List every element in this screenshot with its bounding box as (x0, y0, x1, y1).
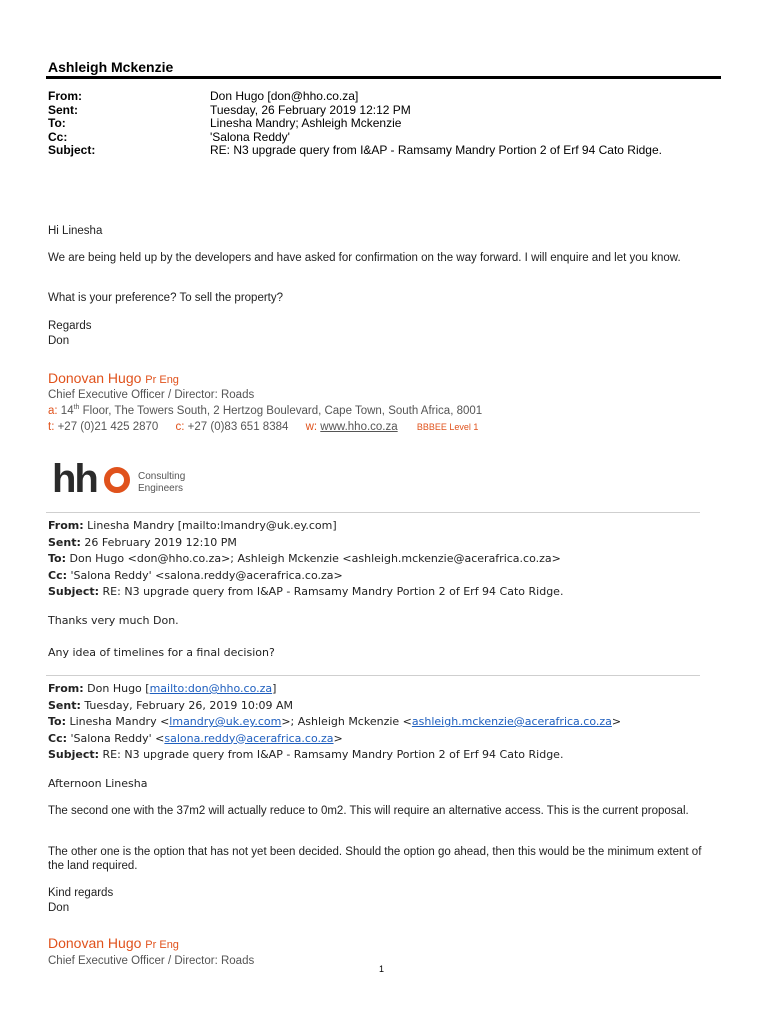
q1-subject-key: Subject: (48, 585, 100, 598)
address-label: a: (48, 404, 58, 417)
q1-body: Any idea of timelines for a final decision? (48, 646, 275, 659)
q2-cc-link[interactable]: salona.reddy@acerafrica.co.za (164, 731, 334, 745)
q2-to-key: To: (48, 715, 66, 728)
body-paragraph: The other one is the option that has not yet been decided. Should the option go ahead, then this would be the minimum extent of the land required. (48, 846, 702, 872)
q1-cc-key: Cc: (48, 568, 67, 582)
q2-to-mid: >; Ashleigh Mckenzie < (281, 715, 412, 728)
q1-from-value: Linesha Mandry [mailto:lmandry@uk.ey.com] (83, 519, 337, 532)
q2-subject-key: Subject: (48, 748, 100, 761)
quoted-header-2 (48, 681, 621, 764)
q1-to-value: Don Hugo <don@hho.co.za>; Ashleigh Mckenzie <ashleigh.mckenzie@acerafrica.co.za> (66, 552, 561, 565)
cell-number: +27 (0)83 651 8384 (187, 421, 289, 433)
logo-line2: Engineers (138, 483, 184, 494)
q1-sent-key: Sent: (48, 535, 81, 549)
q1-cc-value: 'Salona Reddy' <salona.reddy@acerafrica.co.za> (67, 568, 343, 582)
tel-number: +27 (0)21 425 2870 (57, 421, 159, 433)
quote-separator (46, 512, 700, 513)
q2-cc-key: Cc: (48, 731, 67, 745)
closing: Regards (48, 320, 92, 332)
sent-key: Sent: (48, 102, 78, 117)
sign-off: Don (48, 902, 70, 914)
to-value: Linesha Mandry; Ashleigh Mckenzie (210, 116, 402, 130)
q2-to-tail: > (611, 715, 622, 728)
cc-key: Cc: (48, 129, 68, 144)
body-paragraph: We are being held up by the developers and have asked for confirmation on the way forward. I will enquire and let you know. (48, 252, 681, 264)
greeting: Hi Linesha (48, 225, 103, 237)
signature-suffix: Pr Eng (145, 939, 179, 951)
q2-to-link[interactable]: ashleigh.mckenzie@acerafrica.co.za (411, 715, 612, 728)
address-sup: th (73, 404, 80, 411)
body-paragraph: What is your preference? To sell the property? (48, 292, 284, 304)
address-text: Floor, The Towers South, 2 Hertzog Boulevard, Cape Town, South Africa, 8001 (79, 404, 483, 417)
sent-value: Tuesday, 26 February 2019 12:12 PM (210, 102, 411, 117)
subject-key: Subject: (48, 143, 96, 157)
logo-o-icon (107, 470, 127, 490)
sign-off: Don (48, 335, 70, 347)
logo-line1: Consulting (138, 471, 186, 482)
tel-label: t: (48, 421, 55, 433)
hho-logo-mark (52, 458, 202, 498)
signature-contacts (48, 421, 478, 433)
cc-value: 'Salona Reddy' (210, 129, 290, 144)
hho-logo (52, 458, 202, 498)
q2-cc-value: 'Salona Reddy' < (67, 731, 165, 745)
q1-from-key: From: (48, 519, 84, 532)
signature-name-text: Donovan Hugo (48, 935, 142, 951)
q1-subject-value: RE: N3 upgrade query from I&AP - Ramsamy Mandry Portion 2 of Erf 94 Cato Ridge. (99, 585, 564, 598)
q2-to-link[interactable]: lmandry@uk.ey.com (169, 715, 282, 728)
q2-sent-value: Tuesday, February 26, 2019 10:09 AM (80, 698, 294, 712)
signature-name (48, 370, 179, 386)
q1-to-key: To: (48, 552, 66, 565)
logo-brand-hh: hh (52, 458, 97, 498)
q2-from-key: From: (48, 682, 84, 695)
q2-from-tail: ] (272, 682, 277, 695)
greeting: Afternoon Linesha (48, 777, 148, 790)
cell-label: c: (175, 421, 185, 433)
q2-from-link[interactable]: mailto:don@hho.co.za (149, 682, 273, 695)
quoted-header-1 (48, 518, 563, 601)
from-key: From: (48, 89, 82, 103)
signature-title: Chief Executive Officer / Director: Roads (48, 955, 255, 967)
q2-subject-value: RE: N3 upgrade query from I&AP - Ramsamy Mandry Portion 2 of Erf 94 Cato Ridge. (99, 748, 564, 761)
signature-name (48, 935, 179, 951)
closing: Kind regards (48, 887, 114, 899)
web-link[interactable]: www.hho.co.za (320, 421, 398, 433)
mailbox-owner: Ashleigh Mckenzie (48, 59, 174, 75)
q2-cc-tail: > (333, 731, 343, 745)
q1-sent-value: 26 February 2019 12:10 PM (80, 535, 237, 549)
to-key: To: (48, 116, 66, 130)
from-value: Don Hugo [don@hho.co.za] (210, 89, 359, 103)
body-paragraph: The second one with the 37m2 will actually reduce to 0m2. This will require an alternative access. This is the current proposal. (48, 805, 689, 817)
q2-from-value: Don Hugo [ (83, 682, 150, 695)
subject-value: RE: N3 upgrade query from I&AP - Ramsamy Mandry Portion 2 of Erf 94 Cato Ridge. (210, 143, 662, 157)
q2-sent-key: Sent: (48, 698, 81, 712)
bbbee-badge: BBBEE Level 1 (416, 422, 479, 432)
q2-to-value: Linesha Mandry < (66, 715, 170, 728)
web-label: w: (305, 421, 318, 433)
signature-suffix: Pr Eng (145, 374, 179, 386)
page-number: 1 (379, 964, 385, 974)
signature-title: Chief Executive Officer / Director: Roads (48, 389, 255, 401)
signature-name-text: Donovan Hugo (48, 370, 142, 386)
header-rule (46, 76, 721, 79)
quote-separator (46, 675, 700, 676)
address-floor: 14 (60, 404, 74, 417)
signature-address (48, 404, 482, 417)
q1-body: Thanks very much Don. (48, 614, 179, 627)
